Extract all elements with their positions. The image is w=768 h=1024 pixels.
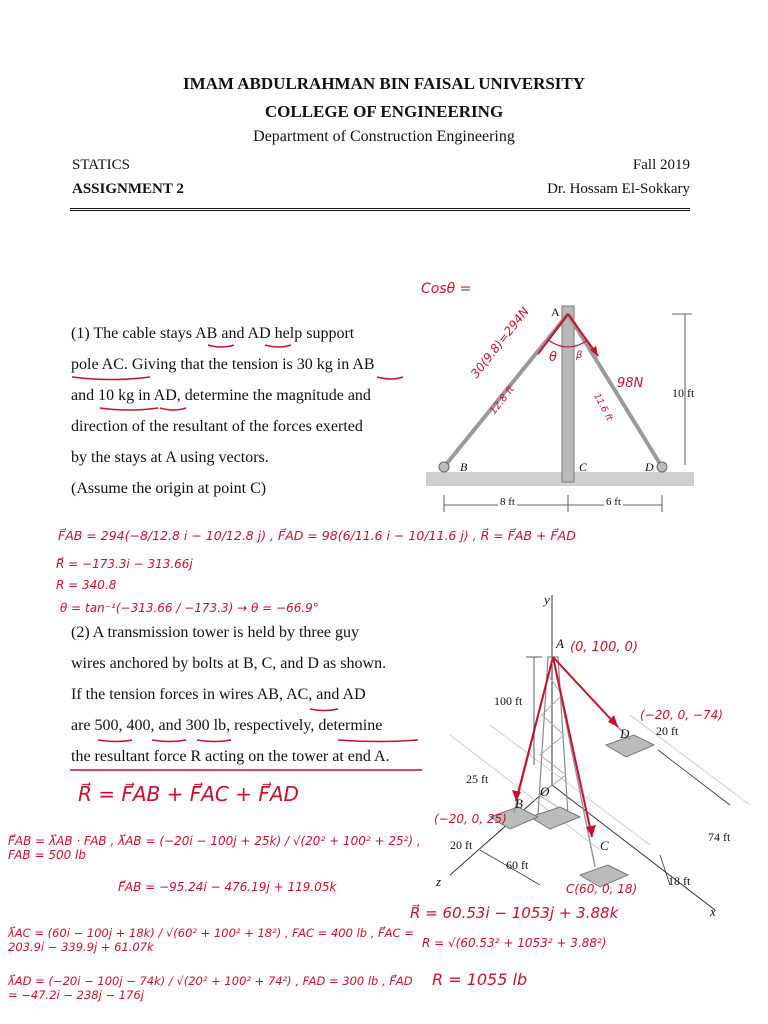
hw-c-coord: C(60, 0, 18) [566, 882, 638, 896]
college-name: COLLEGE OF ENGINEERING [264, 102, 504, 121]
tower-label-b: B [515, 796, 523, 811]
hw-ab-len: 12.8 ft [488, 384, 517, 417]
tower-label-d: D [620, 726, 630, 741]
hw-p1-line1: F⃗AB = 294(−8/12.8 i − 10/12.8 j) , F⃗AD = 98(6/11.6 i − 10/11.6 j) , R⃗ = F⃗AB + F⃗AD [58, 528, 576, 543]
label-b: B [460, 460, 468, 474]
hw-p1-line3: R = 340.8 [56, 578, 117, 592]
term: Fall 2019 [632, 157, 690, 173]
hw-fab-val: F⃗AB = −95.24i − 476.19j + 119.05k [118, 880, 337, 894]
course-name: STATICS [72, 157, 130, 173]
p2-line: the resultant force R acting on the tower at end A. [71, 748, 390, 765]
p2-underlines [60, 700, 430, 780]
tower-label-o: O [540, 784, 550, 799]
p2-line: are 500, 400, and 300 lb, respectively, determine [71, 717, 383, 734]
anchor-b [439, 462, 449, 472]
p1-line: (1) The cable stays AB and AD help support [71, 325, 355, 342]
hw-ad-len: 11.6 ft [591, 392, 614, 423]
axis-z-label: z [436, 874, 442, 889]
cable-ad [568, 314, 662, 467]
p2-line: (2) A transmission tower is held by three guy [71, 624, 359, 641]
p1-line: pole AC. Giving that the tension is 30 kg in AB [71, 356, 375, 373]
course-row [72, 157, 690, 174]
hw-fab-def: F⃗AB = λ⃗AB · FAB , λ⃗AB = (−20i − 100j + 25k) / √(20² + 100² + 25²) , FAB = 500 lb [8, 834, 421, 862]
assignment-row [72, 181, 690, 198]
dim-d4: 60 ft [506, 858, 529, 872]
hw-p1-line4: θ = tan⁻¹(−313.66 / −173.3) → θ = −66.9° [60, 601, 319, 615]
hw-lac: λ⃗AC = (60i − 100j + 18k) / √(60² + 100² + 18²) , FAC = 400 lb , F⃗AC = 203.9i − 339.9j + 61.07k [8, 926, 414, 954]
assignment-title: ASSIGNMENT 2 [72, 181, 184, 197]
hw-b-coord: (−20, 0, 25) [434, 812, 507, 826]
dist-bc-label: 8 ft [500, 496, 515, 508]
z-axis [450, 785, 552, 875]
dim-d5: 74 ft [708, 830, 731, 844]
hw-ab-force: 30(9.8)=294N [468, 304, 532, 381]
hw-ad-force: 98N [617, 376, 644, 391]
hw-r-vec: R⃗ = 60.53i − 1053j + 3.88k [410, 904, 619, 922]
tower-label-c: C [600, 838, 609, 853]
p1-line: direction of the resultant of the forces exerted [71, 418, 363, 435]
dim-d3: 20 ft [450, 838, 473, 852]
university-name: IMAM ABDULRAHMAN BIN FAISAL UNIVERSITY [182, 74, 586, 93]
dim-d2: 25 ft [466, 772, 489, 786]
hw-lad: λ⃗AD = (−20i − 100j − 74k) / √(20² + 100² + 74²) , FAD = 300 lb , F⃗AD = −47.2i − 238j − 176j [8, 974, 413, 1002]
label-c: C [579, 460, 588, 474]
p2-line: wires anchored by bolts at B, C, and D as shown. [71, 655, 387, 672]
height-label: 10 ft [672, 386, 695, 400]
hw-resultant-sum: R⃗ = F⃗AB + F⃗AC + F⃗AD [78, 782, 299, 806]
p1-line: (Assume the origin at point C) [71, 480, 267, 497]
hw-r-mag: R = √(60.53² + 1053² + 3.88²) [422, 936, 607, 950]
label-a: A [551, 305, 560, 319]
hw-theta: θ [549, 350, 557, 365]
axis-x-label: x [710, 904, 716, 919]
label-d: D [645, 460, 654, 474]
p1-line: by the stays at A using vectors. [71, 449, 269, 466]
tower-height: 100 ft [494, 694, 523, 708]
p1-underlines [60, 335, 420, 465]
hw-beta: β [576, 350, 583, 361]
hw-cos: Cosθ = [421, 281, 472, 297]
instructor: Dr. Hossam El-Sokkary [547, 181, 690, 197]
p1-line: and 10 kg in AD, determine the magnitude and [71, 387, 371, 404]
axis-y-label: y [544, 592, 550, 607]
tower-label-a: A [556, 636, 564, 651]
header-divider [70, 208, 690, 213]
p2-line: If the tension forces in wires AB, AC, and AD [71, 686, 366, 703]
hw-p1-line2: R⃗ = −173.3i − 313.66j [56, 557, 193, 571]
anchor-d [657, 462, 667, 472]
department-name: Department of Construction Engineering [253, 128, 515, 145]
hw-r-val: R = 1055 lb [432, 970, 528, 989]
dim-d6: 18 ft [668, 874, 691, 888]
tower-figure [430, 585, 760, 920]
dist-cd-label: 6 ft [606, 496, 621, 508]
pole [562, 306, 574, 482]
hw-d-coord: (−20, 0, −74) [640, 708, 723, 722]
hw-a-coord: (0, 100, 0) [570, 640, 639, 655]
dim-d1: 20 ft [656, 724, 679, 738]
